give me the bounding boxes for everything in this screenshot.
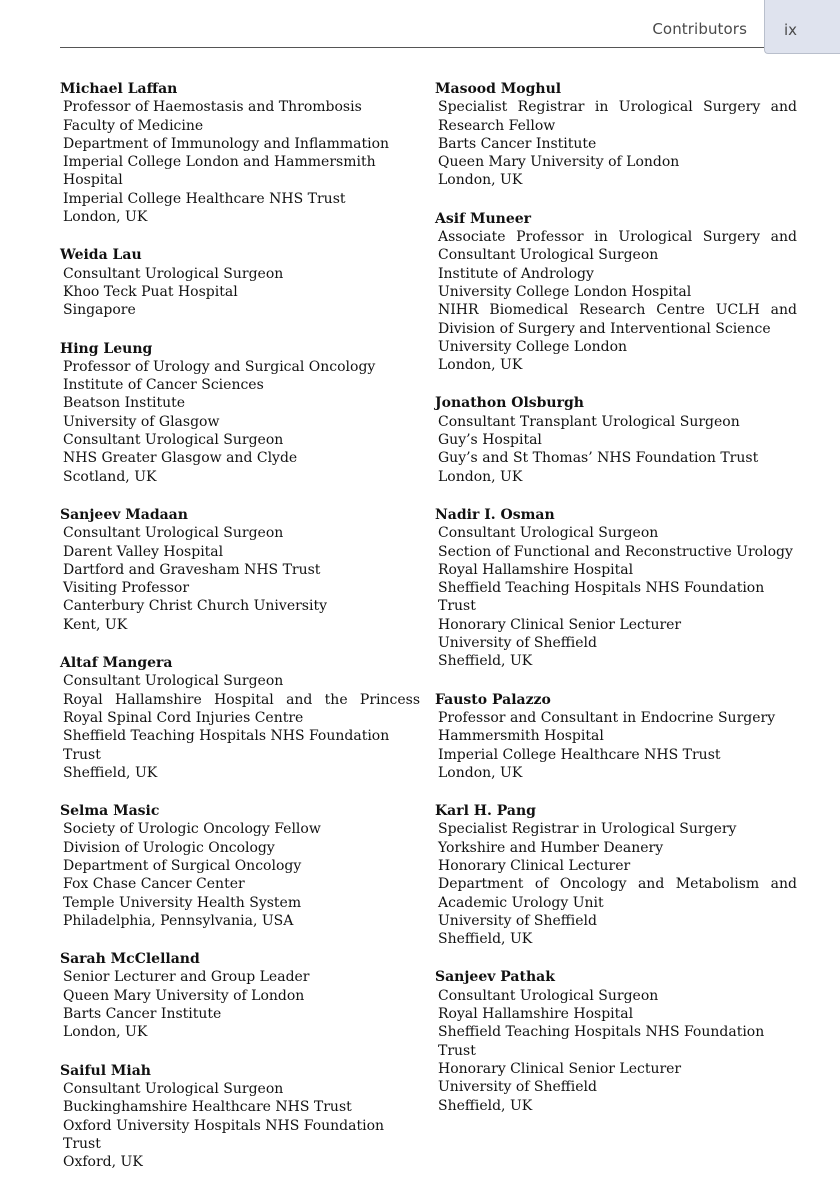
affiliation-line: Singapore (63, 302, 136, 319)
left-column (60, 80, 420, 1191)
affiliation-line: University College London (438, 338, 628, 355)
affiliation-line: Yorkshire and Humber Deanery (438, 839, 664, 856)
affiliation-line: Institute of Cancer Sciences (63, 377, 264, 394)
contributor-entry (435, 802, 797, 948)
affiliation-line: Professor and Consultant in Endocrine Surgery (438, 709, 776, 726)
affiliation-line: Sheffield Teaching Hospitals NHS Foundation Trust (438, 580, 765, 615)
contributor-entry (60, 340, 420, 486)
contributor-entry (435, 506, 797, 671)
affiliation-line: Canterbury Christ Church University (63, 598, 327, 615)
affiliation-line: Oxford, UK (63, 1154, 143, 1171)
affiliation-line: Consultant Urological Surgeon (63, 1080, 284, 1097)
affiliation-line: London, UK (438, 468, 523, 485)
contributor-entry (435, 210, 797, 375)
affiliation-line: Department of Oncology and Metabolism and Academic Urology Unit (438, 876, 797, 911)
affiliation-line: London, UK (63, 1024, 148, 1041)
affiliation-line: Buckinghamshire Healthcare NHS Trust (63, 1099, 352, 1116)
header-rule (60, 47, 764, 48)
affiliation-line: Division of Urologic Oncology (63, 839, 275, 856)
affiliation-line: Dartford and Gravesham NHS Trust (63, 561, 321, 578)
affiliation-line: University of Sheffield (438, 635, 597, 652)
affiliation-line: Society of Urologic Oncology Fellow (63, 821, 321, 838)
affiliation-line: London, UK (63, 209, 148, 226)
contributor-entry (435, 691, 797, 782)
contributor-entry (60, 802, 420, 930)
affiliation-line: Faculty of Medicine (63, 117, 204, 134)
affiliation-line: Consultant Urological Surgeon (63, 525, 284, 542)
affiliation-line: Specialist Registrar in Urological Surgery (438, 821, 737, 838)
affiliation-line: Guy’s and St Thomas’ NHS Foundation Trust (438, 450, 759, 467)
affiliation-line: Imperial College London and Hammersmith Hospital (63, 154, 376, 189)
affiliation-line: Honorary Clinical Senior Lecturer (438, 1060, 682, 1077)
affiliation-line: Department of Immunology and Inflammation (63, 135, 390, 152)
affiliation-line: Consultant Transplant Urological Surgeon (438, 413, 740, 430)
affiliation-line: Consultant Urological Surgeon (438, 525, 659, 542)
affiliation-line: University of Glasgow (63, 413, 220, 430)
affiliation-line: Guy’s Hospital (438, 432, 542, 449)
contributor-name: Sarah McClelland (60, 951, 200, 968)
affiliation-line: Consultant Urological Surgeon (438, 987, 659, 1004)
affiliation-line: Honorary Clinical Lecturer (438, 857, 631, 874)
contributor-name: Weida Lau (60, 247, 142, 264)
affiliation-line: Visiting Professor (63, 580, 190, 597)
affiliation-line: Khoo Teck Puat Hospital (63, 283, 238, 300)
contributor-name: Selma Masic (60, 803, 160, 820)
contributor-name: Saiful Miah (60, 1062, 151, 1079)
affiliation-line: Sheffield Teaching Hospitals NHS Foundation Trust (438, 1024, 765, 1059)
affiliation-line: Philadelphia, Pennsylvania, USA (63, 912, 294, 929)
affiliation-line: Royal Hallamshire Hospital and the Princess Royal Spinal Cord Injuries Centre (63, 691, 420, 726)
affiliation-line: Darent Valley Hospital (63, 543, 224, 560)
affiliation-line: Department of Surgical Oncology (63, 857, 302, 874)
affiliation-line: Barts Cancer Institute (438, 135, 597, 152)
contributor-name: Asif Muneer (435, 210, 532, 227)
contributor-name: Nadir I. Osman (435, 506, 555, 523)
contributor-name: Michael Laffan (60, 81, 178, 97)
affiliation-line: Hammersmith Hospital (438, 728, 604, 745)
affiliation-line: Oxford University Hospitals NHS Foundation Trust (63, 1117, 385, 1152)
affiliation-line: Beatson Institute (63, 395, 186, 412)
affiliation-line: Professor of Urology and Surgical Oncology (63, 358, 376, 375)
affiliation-line: Sheffield, UK (438, 931, 533, 948)
affiliation-line: Consultant Urological Surgeon (63, 432, 284, 449)
affiliation-line: Imperial College Healthcare NHS Trust (63, 190, 346, 207)
contributor-entry (435, 80, 797, 190)
affiliation-line: Fox Chase Cancer Center (63, 876, 245, 893)
affiliation-line: Imperial College Healthcare NHS Trust (438, 746, 721, 763)
affiliation-line: Consultant Urological Surgeon (63, 673, 284, 690)
affiliation-line: Sheffield, UK (63, 764, 158, 781)
affiliation-line: Royal Hallamshire Hospital (438, 1006, 634, 1023)
contributor-entry (60, 80, 420, 226)
affiliation-line: Specialist Registrar in Urological Surgery and Research Fellow (438, 99, 797, 134)
contributor-name: Sanjeev Madaan (60, 506, 188, 523)
affiliation-line: Royal Hallamshire Hospital (438, 561, 634, 578)
affiliation-line: Queen Mary University of London (438, 154, 680, 171)
contributor-name: Hing Leung (60, 340, 153, 357)
affiliation-line: London, UK (438, 764, 523, 781)
affiliation-line: NHS Greater Glasgow and Clyde (63, 450, 298, 467)
contributor-entry (60, 506, 420, 634)
affiliation-line: London, UK (438, 172, 523, 189)
affiliation-line: Sheffield Teaching Hospitals NHS Foundation Trust (63, 728, 390, 763)
affiliation-line: Sheffield, UK (438, 1097, 533, 1114)
affiliation-line: Professor of Haemostasis and Thrombosis (63, 99, 362, 116)
page-number-tab (764, 0, 840, 54)
contributor-entry (435, 394, 797, 485)
page-number: ix (784, 21, 798, 39)
right-column (435, 80, 797, 1135)
affiliation-line: Associate Professor in Urological Surgery and Consultant Urological Surgeon (438, 229, 797, 264)
contributor-entry (435, 968, 797, 1114)
affiliation-line: Consultant Urological Surgeon (63, 265, 284, 282)
running-title: Contributors (652, 20, 747, 38)
contributor-name: Sanjeev Pathak (435, 969, 555, 986)
contributor-name: Jonathon Olsburgh (435, 395, 584, 412)
contributor-name: Karl H. Pang (435, 803, 536, 820)
affiliation-line: Senior Lecturer and Group Leader (63, 969, 310, 986)
affiliation-line: Section of Functional and Reconstructive Urology (438, 543, 793, 560)
affiliation-line: Scotland, UK (63, 468, 157, 485)
affiliation-line: Queen Mary University of London (63, 987, 305, 1004)
affiliation-line: Sheffield, UK (438, 653, 533, 670)
affiliation-line: Temple University Health System (63, 894, 302, 911)
contributor-name: Masood Moghul (435, 81, 562, 97)
contributor-entry (60, 950, 420, 1041)
contributor-name: Fausto Palazzo (435, 691, 551, 708)
affiliation-line: Kent, UK (63, 616, 128, 633)
running-header (60, 0, 840, 48)
contributor-entry (60, 654, 420, 782)
affiliation-line: Honorary Clinical Senior Lecturer (438, 616, 682, 633)
affiliation-line: Barts Cancer Institute (63, 1006, 222, 1023)
contributor-name: Altaf Mangera (60, 655, 173, 672)
affiliation-line: University of Sheffield (438, 1079, 597, 1096)
affiliation-line: London, UK (438, 357, 523, 374)
affiliation-line: Institute of Andrology (438, 265, 594, 282)
contributor-entry (60, 1062, 420, 1172)
contributor-entry (60, 246, 420, 319)
affiliation-line: NIHR Biomedical Research Centre UCLH and Division of Surgery and Interventional Science (438, 302, 797, 337)
affiliation-line: University College London Hospital (438, 283, 692, 300)
affiliation-line: University of Sheffield (438, 912, 597, 929)
